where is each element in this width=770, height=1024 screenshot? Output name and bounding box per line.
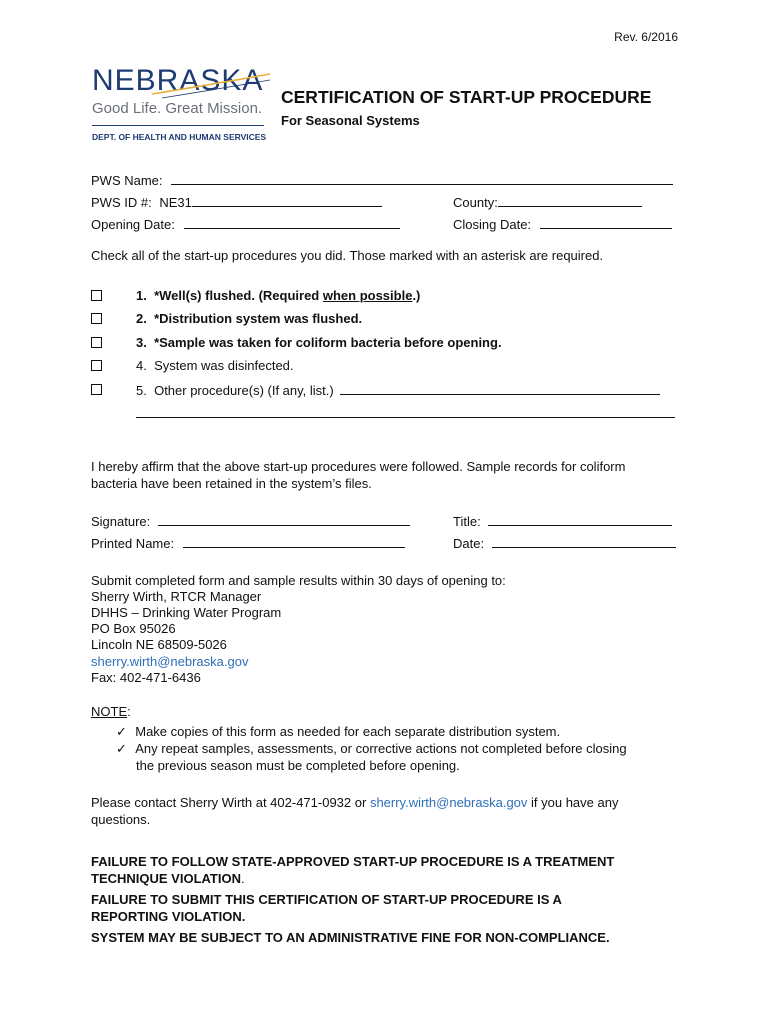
procedure-checkbox-4[interactable] (91, 360, 102, 371)
contact-text: Please contact Sherry Wirth at 402-471-0932 or (91, 795, 370, 810)
contact-line-1 (91, 795, 618, 810)
other-procedure-field[interactable] (340, 382, 660, 395)
form-title: CERTIFICATION OF START-UP PROCEDURE (281, 87, 652, 107)
procedure-num: 3. (136, 335, 147, 350)
pws-id-value: NE31 (159, 195, 192, 210)
note-item-1 (116, 724, 560, 740)
submit-fax: Fax: 402-471-6436 (91, 670, 201, 685)
nebraska-dhhs-logo (92, 60, 270, 146)
title-label: Title: (453, 514, 481, 529)
logo-tagline: Good Life. Great Mission. (92, 100, 263, 117)
signature-row (91, 513, 410, 529)
affirmation-line-1: I hereby affirm that the above start-up procedures were followed. Sample records for coliform (91, 459, 626, 474)
title-field[interactable] (488, 513, 672, 526)
submit-po-box: PO Box 95026 (91, 621, 176, 636)
date-row (453, 535, 676, 551)
procedure-item-2 (136, 311, 362, 326)
title-row (453, 513, 672, 529)
procedure-checkbox-1[interactable] (91, 290, 102, 301)
procedure-text-end: .) (412, 288, 421, 303)
date-label: Date: (453, 536, 485, 551)
procedure-num: 1. (136, 288, 147, 303)
warning-2-line-1: FAILURE TO SUBMIT THIS CERTIFICATION OF START-UP PROCEDURE IS A (91, 892, 562, 907)
procedure-item-4 (136, 358, 294, 373)
opening-date-row (91, 216, 400, 232)
county-label: County: (453, 195, 498, 210)
affirmation-line-2: bacteria have been retained in the system’s files. (91, 476, 372, 491)
submit-program: DHHS – Drinking Water Program (91, 605, 282, 620)
opening-date-field[interactable] (184, 216, 400, 229)
closing-date-field[interactable] (540, 216, 672, 229)
submit-email-link[interactable]: sherry.wirth@nebraska.gov (91, 654, 249, 669)
pws-id-row (91, 194, 382, 210)
warning-1-line-1: FAILURE TO FOLLOW STATE-APPROVED START-UP PROCEDURE IS A TREATMENT (91, 854, 615, 869)
procedure-num: 4. (136, 358, 147, 373)
submit-city: Lincoln NE 68509-5026 (91, 637, 227, 652)
procedure-item-1 (136, 288, 420, 303)
procedure-checkbox-3[interactable] (91, 337, 102, 348)
revision-label: Rev. 6/2016 (614, 30, 678, 44)
warning-1-line-2 (91, 871, 245, 886)
note-item-text: Any repeat samples, assessments, or corrective actions not completed before closing (135, 741, 627, 756)
signature-field[interactable] (158, 513, 410, 526)
note-item-2 (116, 741, 627, 757)
signature-label: Signature: (91, 514, 151, 529)
pws-name-label: PWS Name: (91, 173, 163, 188)
logo-dept: DEPT. OF HEALTH AND HUMAN SERVICES (92, 132, 267, 142)
county-row (453, 194, 642, 210)
nebraska-wordmark-text: NEBRASKA (92, 64, 264, 97)
warning-1-period: . (240, 871, 245, 886)
procedure-text: Other procedure(s) (If any, list.) (154, 383, 334, 398)
procedure-num: 5. (136, 383, 147, 398)
county-field[interactable] (498, 194, 642, 207)
warning-1-text: TECHNIQUE VIOLATION (91, 871, 241, 886)
pws-name-field[interactable] (171, 172, 673, 185)
contact-email-link[interactable]: sherry.wirth@nebraska.gov (369, 795, 528, 810)
other-procedure-field-line-2[interactable] (136, 417, 675, 418)
procedure-item-5 (136, 382, 660, 398)
printed-name-field[interactable] (183, 535, 405, 548)
logo-divider (92, 125, 264, 126)
submit-intro: Submit completed form and sample results within 30 days of opening to: (91, 573, 506, 588)
procedure-item-3 (136, 335, 502, 350)
pws-id-label: PWS ID #: (91, 195, 152, 210)
procedure-underlined: when possible (322, 288, 413, 303)
procedure-checkbox-2[interactable] (91, 313, 102, 324)
check-icon: ✓ (116, 741, 127, 756)
instructions: Check all of the start-up procedures you did. Those marked with an asterisk are required. (91, 248, 604, 263)
pws-name-row (91, 172, 673, 188)
warning-3: SYSTEM MAY BE SUBJECT TO AN ADMINISTRATIVE FINE FOR NON-COMPLIANCE. (91, 930, 610, 945)
nebraska-wordmark (92, 60, 270, 100)
opening-date-label: Opening Date: (91, 217, 175, 232)
check-icon: ✓ (116, 724, 127, 739)
note-label: NOTE (91, 704, 128, 719)
note-colon: : (127, 704, 131, 719)
pws-id-field[interactable] (192, 194, 382, 207)
closing-date-row (453, 216, 672, 232)
submit-contact-name: Sherry Wirth, RTCR Manager (91, 589, 262, 604)
printed-name-label: Printed Name: (91, 536, 175, 551)
procedure-num: 2. (136, 311, 147, 326)
form-subtitle: For Seasonal Systems (281, 113, 420, 128)
procedure-text: *Well(s) flushed. (Required (154, 288, 323, 303)
note-item-2-continued: the previous season must be completed before opening. (136, 758, 460, 773)
printed-name-row (91, 535, 405, 551)
closing-date-label: Closing Date: (453, 217, 532, 232)
date-field[interactable] (492, 535, 676, 548)
contact-text-end: if you have any (527, 795, 619, 810)
procedure-text: System was disinfected. (154, 358, 294, 373)
warning-2-line-2: REPORTING VIOLATION. (91, 909, 246, 924)
procedure-checkbox-5[interactable] (91, 384, 102, 395)
note-heading (91, 704, 131, 719)
procedure-text: *Distribution system was flushed. (154, 311, 363, 326)
note-item-text: Make copies of this form as needed for each separate distribution system. (135, 724, 561, 739)
procedure-text: *Sample was taken for coliform bacteria before opening. (154, 335, 502, 350)
contact-line-2: questions. (91, 812, 151, 827)
